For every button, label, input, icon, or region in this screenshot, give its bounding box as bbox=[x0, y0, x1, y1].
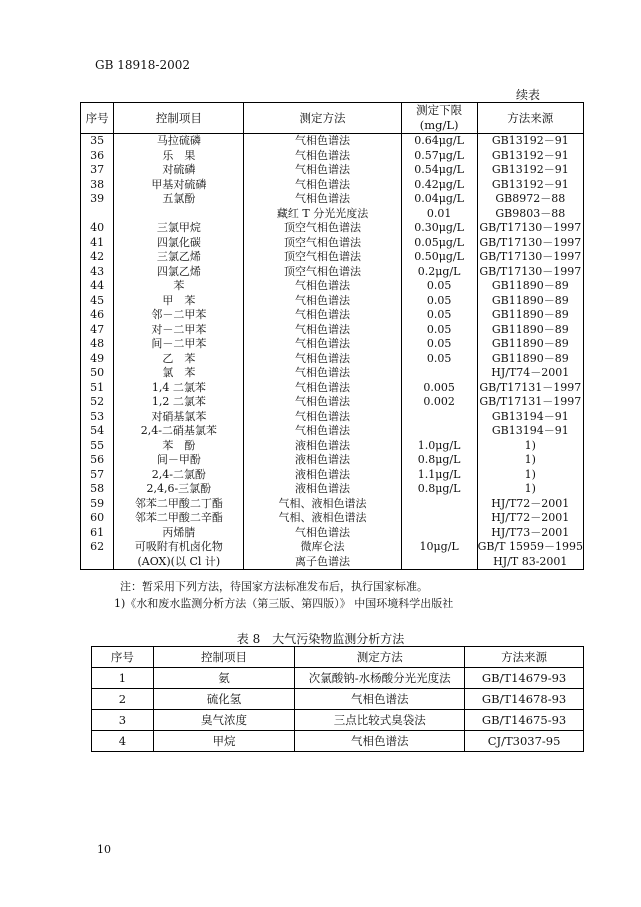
table-cell: GB11890－89 bbox=[477, 279, 583, 294]
table-row bbox=[81, 323, 584, 338]
table-row bbox=[81, 265, 584, 280]
table-cell: 间－二甲苯 bbox=[114, 337, 244, 352]
table-cell: 四氯化碳 bbox=[114, 236, 244, 251]
table-cell: 1.1μg/L bbox=[401, 468, 477, 483]
table-cell: GB11890－89 bbox=[477, 294, 583, 309]
table-cell: 0.8μg/L bbox=[401, 453, 477, 468]
table-row bbox=[81, 439, 584, 454]
table-row bbox=[92, 731, 584, 752]
table-cell: 62 bbox=[81, 540, 114, 555]
table-cell: 气相色谱法 bbox=[244, 410, 401, 425]
table-cell: 气相色谱法 bbox=[244, 337, 401, 352]
table-cell: (AOX)(以 Cl 计) bbox=[114, 555, 244, 570]
table-cell: 51 bbox=[81, 381, 114, 396]
table-cell: GB/T14679-93 bbox=[465, 668, 584, 689]
table-cell: 气相色谱法 bbox=[244, 381, 401, 396]
table-cell: 气相、液相色谱法 bbox=[244, 511, 401, 526]
table-cell: 0.42μg/L bbox=[401, 178, 477, 193]
table-cell: 苯 酚 bbox=[114, 439, 244, 454]
air-pollutant-methods-table bbox=[91, 646, 584, 752]
table-row bbox=[81, 468, 584, 483]
table-cell: 46 bbox=[81, 308, 114, 323]
table-cell: 乐 果 bbox=[114, 149, 244, 164]
column-header: 方法来源 bbox=[477, 103, 583, 134]
table-cell: 顶空气相色谱法 bbox=[244, 221, 401, 236]
table-cell bbox=[401, 366, 477, 381]
table-cell: 苯 bbox=[114, 279, 244, 294]
table-cell: 2,4-二氯酚 bbox=[114, 468, 244, 483]
table-cell: GB13194－91 bbox=[477, 410, 583, 425]
table-cell: 顶空气相色谱法 bbox=[244, 265, 401, 280]
table-cell: GB/T14678-93 bbox=[465, 689, 584, 710]
table-row bbox=[81, 337, 584, 352]
table-cell: 离子色谱法 bbox=[244, 555, 401, 570]
table-cell: GB/T 15959－1995 bbox=[477, 540, 583, 553]
table-cell: GB/T17130－1997 bbox=[477, 221, 583, 236]
table-cell: 0.05 bbox=[401, 323, 477, 338]
table-cell: GB13192－91 bbox=[477, 163, 583, 178]
table-cell: 61 bbox=[81, 526, 114, 541]
table-cell: 0.04μg/L bbox=[401, 192, 477, 207]
table-cell: 0.05 bbox=[401, 308, 477, 323]
table-cell: GB/T14675-93 bbox=[465, 710, 584, 731]
table-cell bbox=[401, 424, 477, 439]
table-cell: 0.005 bbox=[401, 381, 477, 396]
table-cell: 液相色谱法 bbox=[244, 468, 401, 483]
table-cell: GB9803－88 bbox=[477, 207, 583, 222]
table-cell: 邻－二甲苯 bbox=[114, 308, 244, 323]
table-cell: 60 bbox=[81, 511, 114, 526]
table-cell: 乙 苯 bbox=[114, 352, 244, 367]
table-cell: 液相色谱法 bbox=[244, 482, 401, 497]
table-row bbox=[92, 689, 584, 710]
page-number: 10 bbox=[97, 843, 111, 856]
table-cell: CJ/T3037-95 bbox=[465, 731, 584, 752]
table-cell: GB13194－91 bbox=[477, 424, 583, 439]
table-cell: 甲基对硫磷 bbox=[114, 178, 244, 193]
table-cell: 48 bbox=[81, 337, 114, 352]
table-row bbox=[81, 366, 584, 381]
table8-caption: 表 8 大气污染物监测分析方法 bbox=[236, 632, 405, 646]
table-cell: 丙烯腈 bbox=[114, 526, 244, 541]
table-cell: 42 bbox=[81, 250, 114, 265]
table-cell: 气相色谱法 bbox=[244, 424, 401, 439]
table-cell: GB11890－89 bbox=[477, 323, 583, 338]
table-row bbox=[81, 526, 584, 541]
table-cell: 38 bbox=[81, 178, 114, 193]
table-cell: 藏红 T 分光光度法 bbox=[244, 207, 401, 222]
table-cell: 气相色谱法 bbox=[244, 134, 401, 149]
table-cell: 四氯乙烯 bbox=[114, 265, 244, 280]
table-cell: 0.05 bbox=[401, 337, 477, 352]
table-cell: 2 bbox=[92, 689, 154, 710]
table-row bbox=[81, 178, 584, 193]
table-cell: 44 bbox=[81, 279, 114, 294]
table-row bbox=[81, 308, 584, 323]
table-cell: 36 bbox=[81, 149, 114, 164]
standard-code: GB 18918-2002 bbox=[95, 58, 190, 72]
table-cell: 气相色谱法 bbox=[244, 294, 401, 309]
table-cell: 52 bbox=[81, 395, 114, 410]
table-cell: 气相色谱法 bbox=[244, 395, 401, 410]
table-row bbox=[81, 192, 584, 207]
note-text: 注：暂采用下列方法，待国家方法标准发布后，执行国家标准。 bbox=[120, 580, 428, 593]
table-cell: 硫化氢 bbox=[153, 689, 295, 710]
continued-label: 续表 bbox=[516, 88, 541, 102]
table-cell: 气相色谱法 bbox=[244, 526, 401, 541]
table-cell: 气相色谱法 bbox=[244, 192, 401, 207]
table-cell: GB/T17131－1997 bbox=[477, 395, 583, 410]
table-cell bbox=[401, 410, 477, 425]
table-cell: HJ/T73－2001 bbox=[477, 526, 583, 541]
table-cell: 微库仑法 bbox=[244, 540, 401, 555]
table-row bbox=[81, 482, 584, 497]
table-cell: 1) bbox=[477, 439, 583, 454]
table-row bbox=[81, 424, 584, 439]
table-row bbox=[81, 149, 584, 164]
table-row bbox=[81, 352, 584, 367]
table-cell: 甲 苯 bbox=[114, 294, 244, 309]
table-row bbox=[92, 668, 584, 689]
table-cell: 3 bbox=[92, 710, 154, 731]
table-cell: 气相、液相色谱法 bbox=[244, 497, 401, 512]
table-cell: 甲烷 bbox=[153, 731, 295, 752]
table-cell: 对硫磷 bbox=[114, 163, 244, 178]
table-cell: 邻苯二甲酸二丁酯 bbox=[114, 497, 244, 512]
table-cell: 气相色谱法 bbox=[295, 689, 465, 710]
table-cell: 1,2 二氯苯 bbox=[114, 395, 244, 410]
table-row bbox=[81, 395, 584, 410]
reference-text: 1)《水和废水监测分析方法（第三版、第四版）》 中国环境科学出版社 bbox=[114, 597, 454, 610]
table-row bbox=[81, 497, 584, 512]
table-cell: 臭气浓度 bbox=[153, 710, 295, 731]
table-cell: 0.54μg/L bbox=[401, 163, 477, 178]
table-cell: 0.05μg/L bbox=[401, 236, 477, 251]
table-cell bbox=[401, 511, 477, 526]
table-cell: HJ/T74－2001 bbox=[477, 366, 583, 381]
table-row bbox=[81, 236, 584, 251]
table-cell: 2,4-二硝基氯苯 bbox=[114, 424, 244, 439]
table-cell: 1) bbox=[477, 482, 583, 497]
column-header: 测定方法 bbox=[295, 647, 465, 668]
table-row bbox=[81, 381, 584, 396]
table-cell: 三氯甲烷 bbox=[114, 221, 244, 236]
table-cell: 10μg/L bbox=[401, 540, 477, 555]
table-cell bbox=[401, 555, 477, 570]
table-cell: HJ/T72－2001 bbox=[477, 497, 583, 512]
table-cell: GB/T17130－1997 bbox=[477, 265, 583, 280]
table-cell: 1,4 二氯苯 bbox=[114, 381, 244, 396]
table-cell: 气相色谱法 bbox=[244, 178, 401, 193]
table-cell: 马拉硫磷 bbox=[114, 134, 244, 149]
table-cell: 50 bbox=[81, 366, 114, 381]
table-cell: 1.0μg/L bbox=[401, 439, 477, 454]
table-cell: 五氯酚 bbox=[114, 192, 244, 207]
table-cell: GB11890－89 bbox=[477, 308, 583, 323]
table-cell: 57 bbox=[81, 468, 114, 483]
table-cell: 气相色谱法 bbox=[244, 308, 401, 323]
table-row bbox=[81, 511, 584, 526]
table-cell: 次氯酸钠-水杨酸分光光度法 bbox=[295, 668, 465, 689]
column-header: 序号 bbox=[81, 103, 114, 134]
table-row bbox=[81, 540, 584, 555]
table-cell: 35 bbox=[81, 134, 114, 149]
table-cell: 顶空气相色谱法 bbox=[244, 236, 401, 251]
table-cell: 54 bbox=[81, 424, 114, 439]
table-cell: 三氯乙烯 bbox=[114, 250, 244, 265]
table-cell: 43 bbox=[81, 265, 114, 280]
table-cell: GB13192－91 bbox=[477, 134, 583, 149]
table-cell: 2,4,6-三氯酚 bbox=[114, 482, 244, 497]
table-cell: 气相色谱法 bbox=[244, 163, 401, 178]
table-row bbox=[81, 163, 584, 178]
table-cell bbox=[81, 207, 114, 222]
table-cell: 气相色谱法 bbox=[295, 731, 465, 752]
table-cell: GB11890－89 bbox=[477, 337, 583, 352]
table-row bbox=[81, 279, 584, 294]
table-cell: 1) bbox=[477, 468, 583, 483]
analysis-methods-table bbox=[80, 102, 584, 570]
table-cell: 气相色谱法 bbox=[244, 366, 401, 381]
table-row bbox=[81, 134, 584, 149]
column-header: 控制项目 bbox=[153, 647, 295, 668]
column-header: 方法来源 bbox=[465, 647, 584, 668]
table-cell: GB13192－91 bbox=[477, 149, 583, 164]
table-cell: 53 bbox=[81, 410, 114, 425]
table-cell: 58 bbox=[81, 482, 114, 497]
table-cell: 液相色谱法 bbox=[244, 439, 401, 454]
column-header: 测定方法 bbox=[244, 103, 401, 134]
table-cell: 59 bbox=[81, 497, 114, 512]
table-cell bbox=[81, 555, 114, 570]
table-cell: 1) bbox=[477, 453, 583, 468]
table-cell: HJ/T 83-2001 bbox=[477, 555, 583, 570]
table-cell: 45 bbox=[81, 294, 114, 309]
table-cell: 氨 bbox=[153, 668, 295, 689]
table-cell: 可吸附有机卤化物 bbox=[114, 540, 244, 555]
table-cell: 0.2μg/L bbox=[401, 265, 477, 280]
table-cell: 液相色谱法 bbox=[244, 453, 401, 468]
table-cell: 0.002 bbox=[401, 395, 477, 410]
table-cell: 氯 苯 bbox=[114, 366, 244, 381]
table-row bbox=[81, 294, 584, 309]
table-cell: 40 bbox=[81, 221, 114, 236]
table-cell: 对－二甲苯 bbox=[114, 323, 244, 338]
table-cell bbox=[401, 526, 477, 541]
table-cell: 气相色谱法 bbox=[244, 149, 401, 164]
table-row bbox=[81, 207, 584, 222]
table-notes bbox=[114, 578, 454, 612]
table-cell: GB8972－88 bbox=[477, 192, 583, 207]
table-row bbox=[81, 250, 584, 265]
table-cell: GB/T17130－1997 bbox=[477, 250, 583, 265]
table-cell: 邻苯二甲酸二辛酯 bbox=[114, 511, 244, 526]
table-cell: 41 bbox=[81, 236, 114, 251]
column-header: 序号 bbox=[92, 647, 154, 668]
column-header: 测定下限 (mg/L) bbox=[401, 103, 477, 134]
table-cell: 三点比较式臭袋法 bbox=[295, 710, 465, 731]
table-cell: 56 bbox=[81, 453, 114, 468]
table-cell: GB/T17131－1997 bbox=[477, 381, 583, 396]
table-cell bbox=[401, 497, 477, 512]
table-cell: GB11890－89 bbox=[477, 352, 583, 367]
table-cell: 37 bbox=[81, 163, 114, 178]
table-cell: GB/T17130－1997 bbox=[477, 236, 583, 251]
table-cell: 间－甲酚 bbox=[114, 453, 244, 468]
table-row bbox=[81, 221, 584, 236]
table-cell: 55 bbox=[81, 439, 114, 454]
table-cell: 气相色谱法 bbox=[244, 279, 401, 294]
table-cell: 0.05 bbox=[401, 279, 477, 294]
table-cell: 0.05 bbox=[401, 352, 477, 367]
table-cell bbox=[114, 207, 244, 222]
table-cell: 0.8μg/L bbox=[401, 482, 477, 497]
table-cell: 39 bbox=[81, 192, 114, 207]
table-cell: 0.57μg/L bbox=[401, 149, 477, 164]
table-row bbox=[81, 453, 584, 468]
table-cell: 47 bbox=[81, 323, 114, 338]
table-row bbox=[81, 555, 584, 570]
table-cell: 0.50μg/L bbox=[401, 250, 477, 265]
table-cell: 49 bbox=[81, 352, 114, 367]
table-cell: 4 bbox=[92, 731, 154, 752]
table-row bbox=[92, 710, 584, 731]
table-cell: 0.30μg/L bbox=[401, 221, 477, 236]
table-cell: 顶空气相色谱法 bbox=[244, 250, 401, 265]
table-cell: 0.01 bbox=[401, 207, 477, 222]
table-cell: 0.64μg/L bbox=[401, 134, 477, 149]
column-header: 控制项目 bbox=[114, 103, 244, 134]
table-cell: 0.05 bbox=[401, 294, 477, 309]
table-cell: 气相色谱法 bbox=[244, 323, 401, 338]
table-cell: HJ/T72－2001 bbox=[477, 511, 583, 526]
table-cell: 气相色谱法 bbox=[244, 352, 401, 367]
table-cell: 对硝基氯苯 bbox=[114, 410, 244, 425]
table-row bbox=[81, 410, 584, 425]
table-cell: GB13192－91 bbox=[477, 178, 583, 193]
table-cell: 1 bbox=[92, 668, 154, 689]
